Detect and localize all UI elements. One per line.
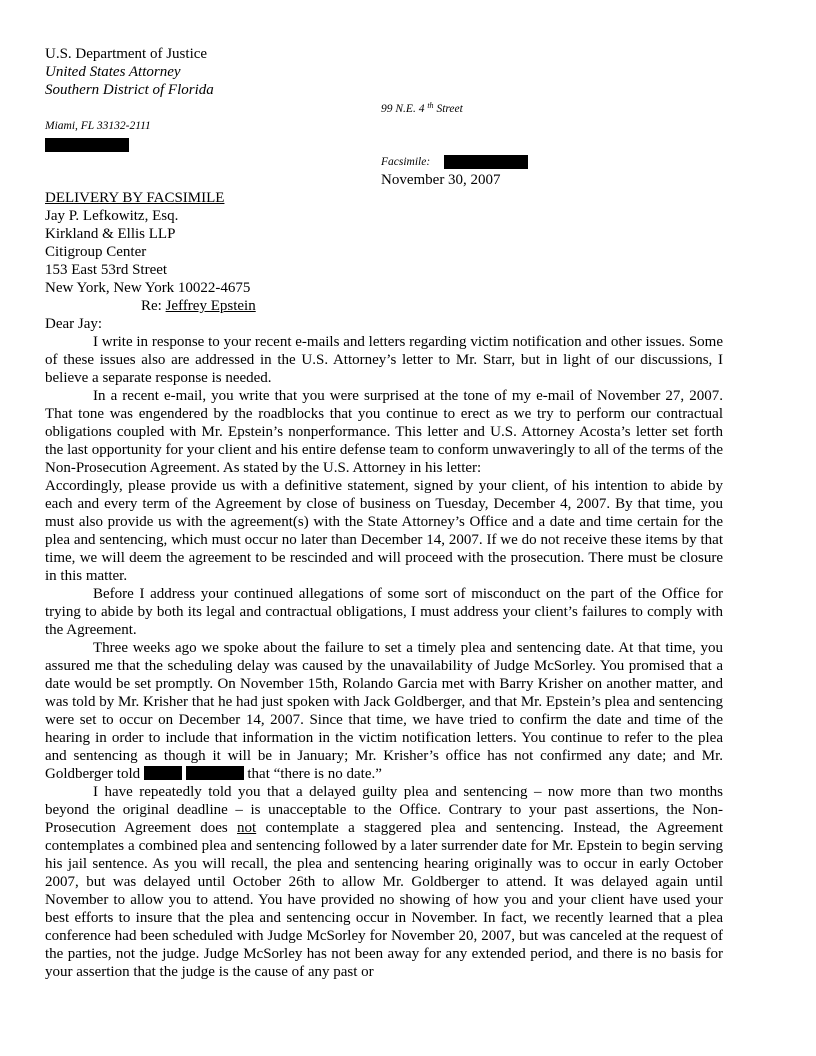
recipient-building: Citigroup Center xyxy=(45,244,147,260)
redaction-block xyxy=(186,766,244,780)
paragraph-4-text-b: that “there is no date.” xyxy=(247,766,382,782)
letterhead-address xyxy=(381,101,463,115)
re-label: Re: xyxy=(141,298,162,314)
letterhead-department: U.S. Department of Justice xyxy=(45,46,208,62)
recipient-city: New York, New York 10022-4675 xyxy=(45,280,251,296)
salutation: Dear Jay: xyxy=(45,316,103,332)
delivery-method xyxy=(45,189,224,207)
paragraph-1: I write in response to your recent e-mails and letters regarding victim notification and other issues. Some of these issues also are addressed in the U.S. Attorney’s letter to Mr. Starr, but in light of our discussions, I believe a separate response is needed. xyxy=(45,334,723,386)
re-line xyxy=(141,297,256,315)
redaction-block xyxy=(144,766,182,780)
redaction-block xyxy=(45,138,129,152)
paragraph-4 xyxy=(45,639,723,783)
block-quote: Accordingly, please provide us with a definitive statement, signed by your client, of his intention to abide by each and every term of the Agreement by close of business on Tuesday, December 4, 2007. By that time, you must also provide us with the agreement(s) with the State Attorney’s Office and a date and time certain for the plea and sentencing, which must occur no later than December 14, 2007. If we do not receive these items by that time, we will deem the agreement to be rescinded and will proceed with the prosecution. There must be closure in this matter. xyxy=(45,478,723,584)
paragraph-2: In a recent e-mail, you write that you were surprised at the tone of my e-mail of November 27, 2007. That tone was engendered by the roadblocks that you continue to erect as we try to perform our contractual obligations coupled with Mr. Epstein’s nonperformance. This letter and U.S. Attorney Acosta’s letter set forth the last opportunity for your client and his entire defense team to conform unwaveringly to all of the terms of the Non-Prosecution Agreement. As stated by the U.S. Attorney in his letter: xyxy=(45,388,723,476)
street-number: 99 N.E. 4 xyxy=(381,103,425,115)
paragraph-4-text-a: Three weeks ago we spoke about the failure to set a timely plea and sentencing date. At that time, you assured me that the scheduling delay was caused by the unavailability of Judge McSorley. You promised that a date would be set promptly. On November 15th, Rolando Garcia met with Barry Krisher on another matter, and was told by Mr. Krisher that he had just spoken with Jack Goldberger, and that Mr. Epstein’s plea and sentencing were set to occur on December 14, 2007. Since that time, we have tried to confirm the date and time of the hearing in order to include that information in the victim notification letters. You continue to refer to the plea and sentencing as though it will be in January; Mr. Krisher’s office has not confirmed any date; and Mr. Goldberger told xyxy=(45,640,723,782)
delivery-method-text: DELIVERY BY FACSIMILE xyxy=(45,190,225,206)
recipient-firm: Kirkland & Ellis LLP xyxy=(45,226,176,242)
paragraph-3: Before I address your continued allegations of some sort of misconduct on the part of the Office for trying to abide by both its legal and contractual obligations, I must address your client’s failures to comply with the Agreement. xyxy=(45,586,723,638)
fax-label: Facsimile: xyxy=(381,156,431,168)
letter-body xyxy=(45,333,723,981)
redaction-block xyxy=(444,155,528,169)
letterhead-city: Miami, FL 33132-2111 xyxy=(45,120,151,132)
paragraph-5-emphasis: not xyxy=(237,820,257,836)
re-subject: Jeffrey Epstein xyxy=(165,298,256,314)
recipient-street: 153 East 53rd Street xyxy=(45,262,168,278)
recipient-name: Jay P. Lefkowitz, Esq. xyxy=(45,208,179,224)
paragraph-5-text-b: contemplate a staggered plea and sentencing. Instead, the Agreement contemplates a combined plea and sentencing followed by a later surrender date for Mr. Epstein to begin serving his jail sentence. As you will recall, the plea and sentencing hearing originally was to occur in early October 2007, but was delayed until October 26th to allow Mr. Goldberger to attend. It was delayed again until November to allow you to attend. You have provided no showing of how you and your client have used your best efforts to insure that the plea and sentencing occur in November. In fact, we recently learned that a plea conference had been scheduled with Judge McSorley for November 20, 2007, but was canceled at the request of the parties, not the judge. Judge McSorley has not been away for any extended period, and there is no basis for your assertion that the judge is the cause of any past or xyxy=(45,820,723,980)
letterhead-office: United States Attorney xyxy=(45,64,181,80)
street-name: Street xyxy=(436,103,463,115)
paragraph-5-text-a: I have repeatedly told you that a delayed guilty plea and sentencing – now more than two months beyond the original deadline – is unacceptable to the Office. Contrary to your past assertions, the Non-Prosecution Agreement does xyxy=(45,784,723,836)
letter-date: November 30, 2007 xyxy=(381,172,501,188)
letterhead-district: Southern District of Florida xyxy=(45,82,214,98)
paragraph-5 xyxy=(45,783,723,981)
street-suffix: th xyxy=(427,101,434,110)
